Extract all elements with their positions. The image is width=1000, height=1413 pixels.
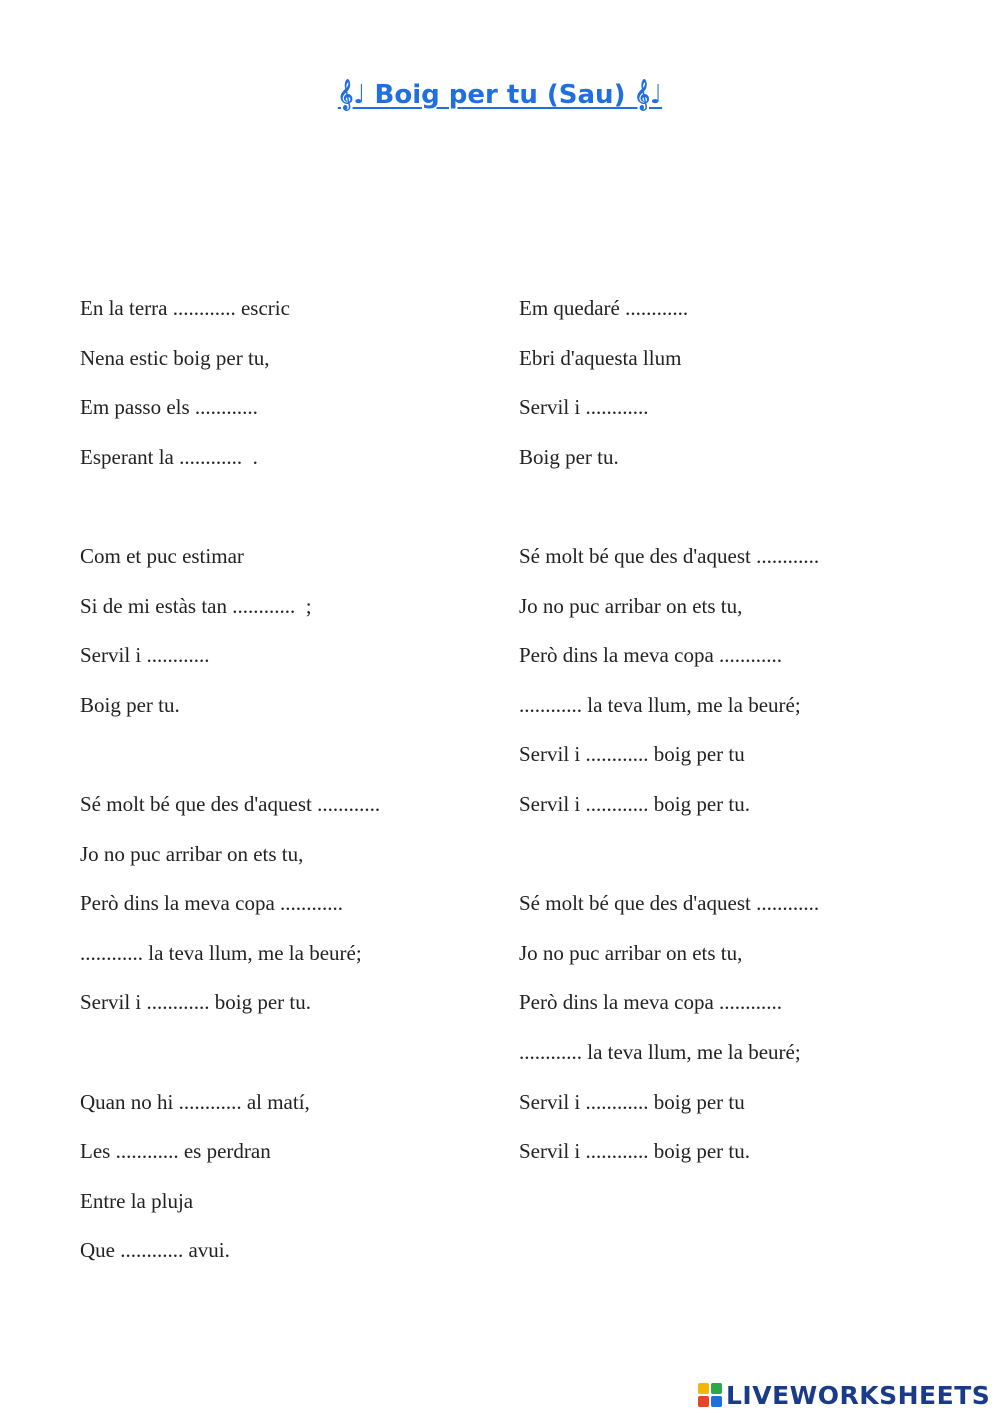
- lyric-line: Servil i ............ boig per tu: [519, 742, 745, 767]
- lyric-line: Jo no puc arribar on ets tu,: [519, 940, 743, 965]
- worksheet-title: 𝄞♩ Boig per tu (Sau) 𝄞♩: [337, 80, 663, 110]
- liveworksheets-logo[interactable]: [698, 1377, 990, 1413]
- lyric-line: Servil i ............ boig per tu: [519, 1089, 745, 1114]
- lyric-line: Jo no puc arribar on ets tu,: [80, 841, 304, 866]
- lyric-line: Esperant la ............ .: [80, 444, 258, 469]
- lyric-line: Sé molt bé que des d'aquest ............: [519, 891, 820, 916]
- stanza-gap: [80, 1035, 500, 1085]
- lyric-line: Ebri d'aquesta llum: [519, 345, 682, 370]
- lyric-line: Servil i ............ boig per tu.: [519, 791, 750, 816]
- lyric-line: Servil i ............ boig per tu.: [519, 1139, 750, 1164]
- stanza-gap: [519, 489, 959, 539]
- lyric-line: Les ............ es perdran: [80, 1139, 271, 1164]
- lyric-line: Però dins la meva copa ............: [519, 643, 783, 668]
- logo-text: LIVEWORKSHEETS: [726, 1380, 991, 1410]
- lyric-line: Boig per tu.: [519, 444, 619, 469]
- lyric-line: Quan no hi ............ al matí,: [80, 1089, 310, 1114]
- lyrics-left-column: [80, 291, 500, 1283]
- lyric-line: Però dins la meva copa ............: [519, 990, 783, 1015]
- lyric-line: Boig per tu.: [80, 692, 180, 717]
- lyric-line: Servil i ............: [80, 643, 210, 668]
- lyric-line: ............ la teva llum, me la beuré;: [80, 940, 362, 965]
- lyric-line: Si de mi estàs tan ............ ;: [80, 593, 312, 618]
- lyric-line: Que ............ avui.: [80, 1238, 230, 1263]
- stanza-gap: [519, 837, 959, 887]
- stanza-gap: [80, 489, 500, 539]
- lyric-line: Nena estic boig per tu,: [80, 345, 270, 370]
- lyric-line: Em quedaré ............: [519, 296, 689, 320]
- lyric-line: Servil i ............: [519, 395, 649, 420]
- liveworksheets-logo-icon: [698, 1383, 722, 1407]
- lyric-line: Però dins la meva copa ............: [80, 891, 344, 916]
- lyric-line: Jo no puc arribar on ets tu,: [519, 593, 743, 618]
- lyric-line: Sé molt bé que des d'aquest ............: [80, 791, 381, 816]
- lyric-line: En la terra ............ escric: [80, 296, 290, 320]
- stanza-gap: [80, 737, 500, 787]
- lyric-line: ............ la teva llum, me la beuré;: [519, 692, 801, 717]
- lyric-line: ............ la teva llum, me la beuré;: [519, 1039, 801, 1064]
- lyric-line: Em passo els ............: [80, 395, 258, 420]
- lyric-line: Entre la pluja: [80, 1188, 194, 1213]
- lyric-line: Com et puc estimar: [80, 543, 244, 568]
- lyric-line: Servil i ............ boig per tu.: [80, 990, 311, 1015]
- lyric-line: Sé molt bé que des d'aquest ............: [519, 543, 820, 568]
- lyrics-right-column: [519, 291, 959, 1184]
